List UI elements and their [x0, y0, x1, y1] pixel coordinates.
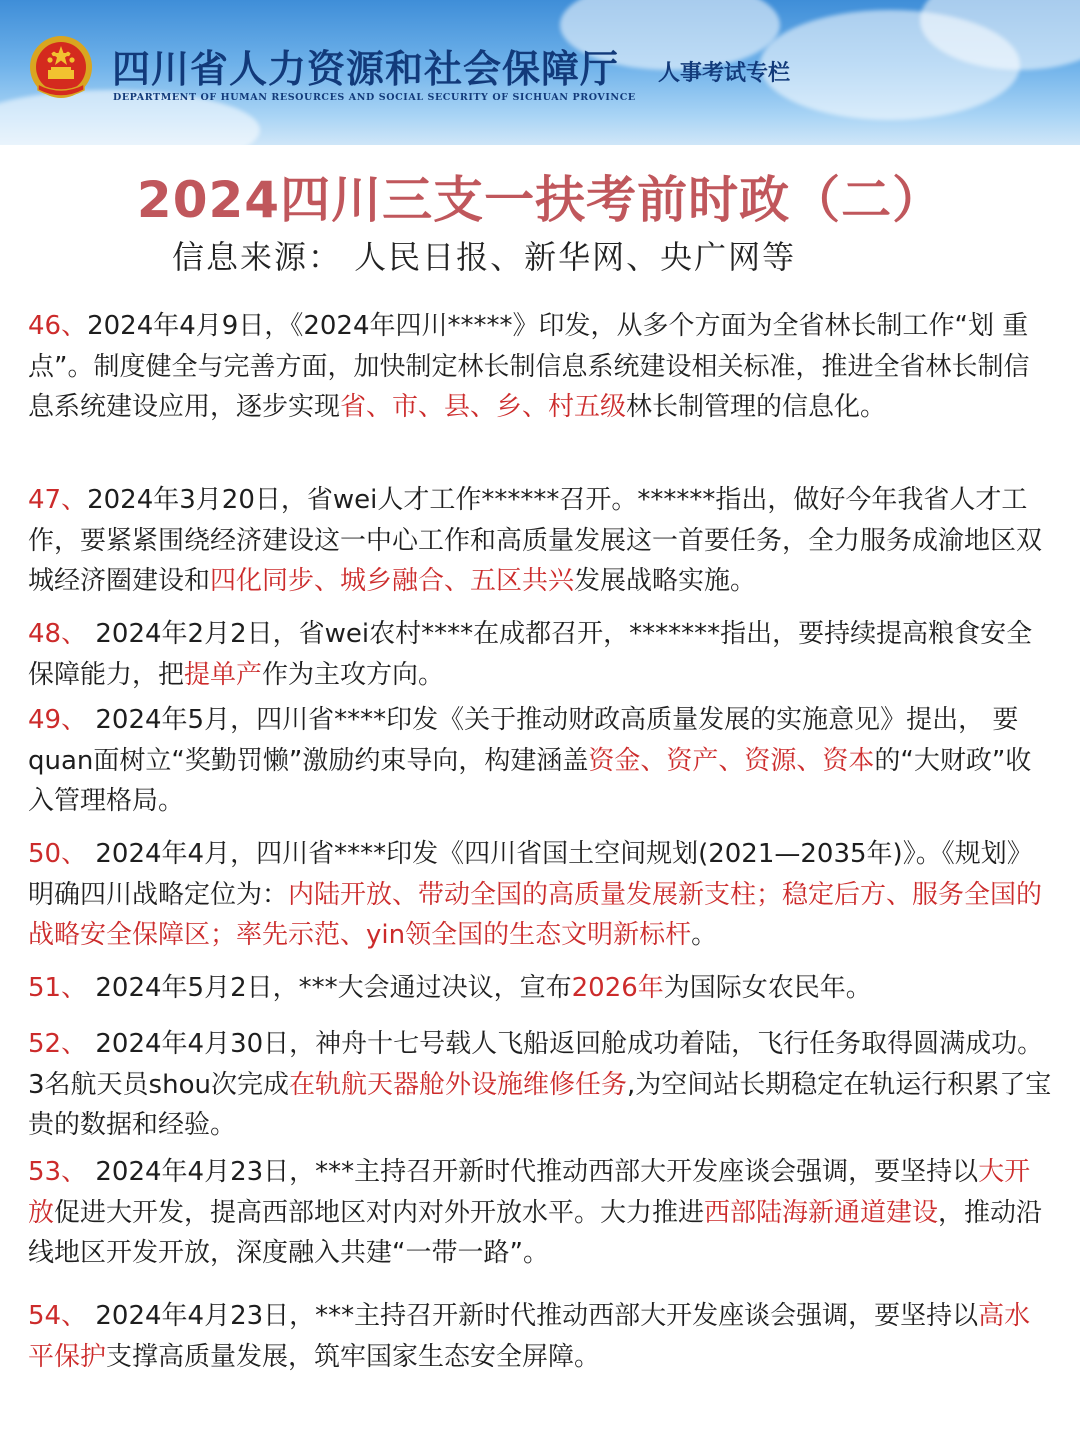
news-item-47: [28, 480, 1052, 602]
item-text: 2024年4月9日，《2024年四川*****》印发，从多个方面为全省林长制工作“划 重点”。制度健全与完善方面，加快制定林长制信息系统建设相关标准，推进全省林长制信息系统建设应用，逐步实现: [28, 311, 1030, 422]
item-text: 发展战略实施。: [574, 566, 757, 596]
item-text: 2024年4月，四川省****印发《四川省国土空间规划(2021—2035年)》。《规划》 明确四川战略定位为：: [28, 839, 1033, 910]
item-text: 2024年5月2日，***大会通过决议，宣布: [87, 973, 572, 1003]
news-item-53: [28, 1152, 1052, 1274]
news-item-49: [28, 700, 1052, 822]
news-item-48: [28, 614, 1052, 695]
item-text: 作为主攻方向。: [262, 659, 445, 690]
news-item-50: [28, 834, 1052, 956]
item-text: 促进大开发，提高西部地区对内对外开放水平。大力推进: [54, 1197, 705, 1228]
item-text: 2024年5月，四川省****印发《关于推动财政高质量发展的实施意见》提出， 要quan面树立“奖勤罚懒”激励约束导向，构建涵盖: [28, 705, 1019, 776]
item-highlight: 内陆开放、带动全国的高质量发展新支柱；稳定后方、服务全国的战略安全保障区；率先示范、yin领全国的生态文明新标杆: [28, 879, 1043, 950]
item-highlight: 2026年: [571, 973, 664, 1003]
item-highlight: 资金、资产、资源、资本: [588, 745, 875, 776]
news-item-54: [28, 1296, 1052, 1377]
item-text: 2024年3月20日，省wei人才工作******召开。******指出，做好今年我省人才工作，要紧紧围绕经济建设这一中心工作和高质量发展这一首要任务，全力服务成渝地区双城经济圈建设和: [28, 485, 1043, 596]
item-highlight: 在轨航天器舱外设施维修任务: [288, 1069, 627, 1100]
item-number: 47、: [28, 485, 88, 515]
header-banner: [0, 0, 1080, 145]
item-number: 52、: [28, 1029, 88, 1059]
item-text: 2024年2月2日，省wei农村****在成都召开，*******指出，要持续提高粮食安全保障能力，把: [28, 619, 1033, 690]
item-number: 53、: [28, 1157, 88, 1187]
item-number: 46、: [28, 311, 88, 341]
item-number: 50、: [28, 839, 88, 869]
org-name: 四川省人力资源和社会保障厅: [112, 46, 620, 91]
item-number: 48、: [28, 619, 88, 649]
item-highlight: 提单产: [184, 659, 263, 690]
item-text: 支撑高质量发展，筑牢国家生态安全屏障。: [106, 1341, 601, 1372]
item-text: 的“大财政”收入管理格局。: [28, 745, 1032, 816]
item-text: ，推动沿线地区开发开放，深度融入共建“一带一路”。: [28, 1197, 1043, 1268]
item-number: 49、: [28, 705, 88, 735]
item-text: 2024年4月23日，***主持召开新时代推动西部大开发座谈会强调，要坚持以: [87, 1301, 979, 1331]
org-name-en: DEPARTMENT OF HUMAN RESOURCES AND SOCIAL SECURITY OF SICHUAN PROVINCE: [113, 92, 636, 103]
item-highlight: 大开放: [28, 1157, 1031, 1228]
info-source: 信息来源： 人民日报、新华网、央广网等: [172, 238, 797, 276]
item-text: 为国际女农民年。: [663, 973, 872, 1003]
news-item-51: [28, 968, 1052, 1009]
item-text: 2024年4月23日，***主持召开新时代推动西部大开发座谈会强调，要坚持以: [87, 1157, 979, 1187]
news-item-46: [28, 306, 1052, 428]
item-highlight: 四化同步、城乡融合、五区共兴: [210, 566, 575, 596]
item-text: ,为空间站长期稳定在轨运行积累了宝贵的数据和经验。: [28, 1069, 1052, 1140]
national-emblem-icon: [28, 34, 94, 106]
item-highlight: 西部陆海新通道建设: [704, 1197, 939, 1228]
item-number: 54、: [28, 1301, 88, 1331]
item-number: 51、: [28, 973, 88, 1003]
item-text: 2024年4月30日，神舟十七号载人飞船返回舱成功着陆，飞行任务取得圆满成功。3名航天员shou次完成: [28, 1029, 1044, 1100]
page-title: 2024四川三支一扶考前时政（二）: [136, 171, 944, 229]
item-text: 林长制管理的信息化。: [626, 392, 887, 422]
item-highlight: 高水平保护: [28, 1301, 1031, 1372]
news-item-52: [28, 1024, 1052, 1146]
item-highlight: 省、市、县、乡、村五级: [340, 392, 627, 422]
section-tag: 人事考试专栏: [658, 60, 791, 86]
item-text: 。: [691, 920, 718, 950]
